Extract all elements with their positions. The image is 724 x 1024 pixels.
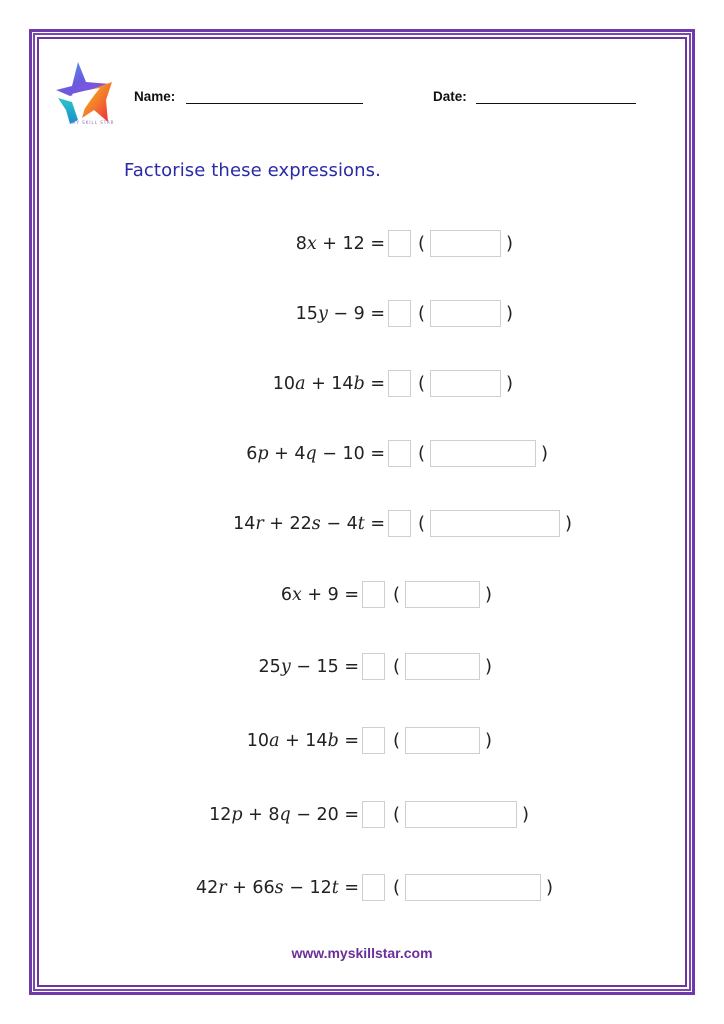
expression-text: − 9 =	[327, 304, 385, 324]
variable: p	[257, 444, 269, 464]
common-factor-answer-box[interactable]	[388, 370, 411, 397]
variable: x	[306, 234, 317, 254]
variable: s	[311, 514, 321, 534]
variable: t	[357, 514, 365, 534]
open-paren: (	[418, 373, 426, 394]
variable: y	[317, 304, 328, 324]
name-input-line[interactable]	[186, 103, 363, 104]
problem-row	[0, 874, 724, 902]
variable: p	[231, 805, 243, 825]
date-input-line[interactable]	[476, 103, 636, 104]
variable: r	[218, 878, 227, 898]
variable: t	[331, 878, 339, 898]
close-paren: )	[541, 443, 549, 464]
problem-row	[0, 440, 724, 468]
common-factor-answer-box[interactable]	[362, 727, 385, 754]
common-factor-answer-box[interactable]	[362, 581, 385, 608]
expression	[247, 727, 359, 755]
expression-text: 25	[258, 657, 281, 677]
expression	[196, 874, 359, 902]
expression-text: + 14	[279, 731, 328, 751]
expression-text: 10	[272, 374, 296, 394]
variable: s	[274, 878, 284, 898]
problem-row	[0, 801, 724, 829]
expression	[259, 653, 359, 681]
expression-text: + 4	[268, 444, 306, 464]
close-paren: )	[506, 233, 514, 254]
problem-row	[0, 300, 724, 328]
open-paren: (	[393, 656, 401, 677]
expression	[246, 440, 385, 468]
bracket-answer-box[interactable]	[405, 581, 480, 608]
bracket-answer-box[interactable]	[430, 300, 501, 327]
variable: b	[353, 374, 365, 394]
open-paren: (	[393, 877, 401, 898]
date-label: Date:	[433, 89, 467, 104]
expression-text: − 20 =	[290, 805, 359, 825]
variable: r	[255, 514, 264, 534]
name-label: Name:	[134, 89, 176, 104]
common-factor-answer-box[interactable]	[388, 510, 411, 537]
variable: x	[291, 585, 302, 605]
open-paren: (	[393, 730, 401, 751]
variable: q	[279, 805, 291, 825]
star-logo-icon	[50, 60, 116, 128]
expression-text: 6	[246, 444, 258, 464]
expression-text: 6	[280, 585, 292, 605]
close-paren: )	[506, 303, 514, 324]
close-paren: )	[546, 877, 554, 898]
expression	[233, 510, 385, 538]
expression-text: + 14	[305, 374, 354, 394]
expression	[281, 581, 359, 609]
expression-text: − 15 =	[290, 657, 359, 677]
common-factor-answer-box[interactable]	[388, 440, 411, 467]
expression	[296, 230, 385, 258]
expression-text: 10	[246, 731, 270, 751]
expression-text: =	[338, 878, 359, 898]
problem-row	[0, 510, 724, 538]
problem-row	[0, 230, 724, 258]
expression-text: + 8	[242, 805, 280, 825]
close-paren: )	[485, 730, 493, 751]
expression-text: 15	[295, 304, 318, 324]
variable: q	[305, 444, 317, 464]
expression-text: + 12 =	[316, 234, 385, 254]
variable: y	[280, 657, 291, 677]
expression-text: 42	[195, 878, 219, 898]
open-paren: (	[418, 443, 426, 464]
variable: a	[295, 374, 306, 394]
logo-caption: MY SKILL STAR	[72, 120, 115, 125]
open-paren: (	[393, 804, 401, 825]
open-paren: (	[418, 513, 426, 534]
variable: a	[269, 731, 280, 751]
expression-text: 8	[295, 234, 307, 254]
common-factor-answer-box[interactable]	[388, 300, 411, 327]
expression-text: − 10 =	[316, 444, 385, 464]
expression-text: =	[338, 731, 359, 751]
open-paren: (	[418, 303, 426, 324]
expression-text: =	[364, 374, 385, 394]
footer-website: www.myskillstar.com	[291, 945, 433, 961]
instruction-heading: Factorise these expressions.	[124, 160, 381, 181]
open-paren: (	[393, 584, 401, 605]
problem-row	[0, 653, 724, 681]
close-paren: )	[485, 656, 493, 677]
problem-row	[0, 727, 724, 755]
close-paren: )	[506, 373, 514, 394]
bracket-answer-box[interactable]	[405, 653, 480, 680]
open-paren: (	[418, 233, 426, 254]
bracket-answer-box[interactable]	[430, 510, 560, 537]
problem-row	[0, 581, 724, 609]
common-factor-answer-box[interactable]	[362, 801, 385, 828]
close-paren: )	[522, 804, 530, 825]
common-factor-answer-box[interactable]	[362, 653, 385, 680]
bracket-answer-box[interactable]	[430, 370, 501, 397]
close-paren: )	[485, 584, 493, 605]
bracket-answer-box[interactable]	[430, 440, 536, 467]
expression-text: + 9 =	[301, 585, 359, 605]
expression-text: 12	[209, 805, 232, 825]
expression	[296, 300, 385, 328]
common-factor-answer-box[interactable]	[388, 230, 411, 257]
variable: b	[327, 731, 339, 751]
expression	[273, 370, 385, 398]
bracket-answer-box[interactable]	[430, 230, 501, 257]
problem-row	[0, 370, 724, 398]
bracket-answer-box[interactable]	[405, 874, 541, 901]
expression-text: − 4	[320, 514, 358, 534]
expression-text: + 22	[263, 514, 312, 534]
close-paren: )	[565, 513, 573, 534]
expression	[209, 801, 359, 829]
bracket-answer-box[interactable]	[405, 727, 480, 754]
expression-text: − 12	[283, 878, 332, 898]
common-factor-answer-box[interactable]	[362, 874, 385, 901]
expression-text: + 66	[226, 878, 275, 898]
bracket-answer-box[interactable]	[405, 801, 517, 828]
expression-text: =	[364, 514, 385, 534]
expression-text: 14	[233, 514, 256, 534]
